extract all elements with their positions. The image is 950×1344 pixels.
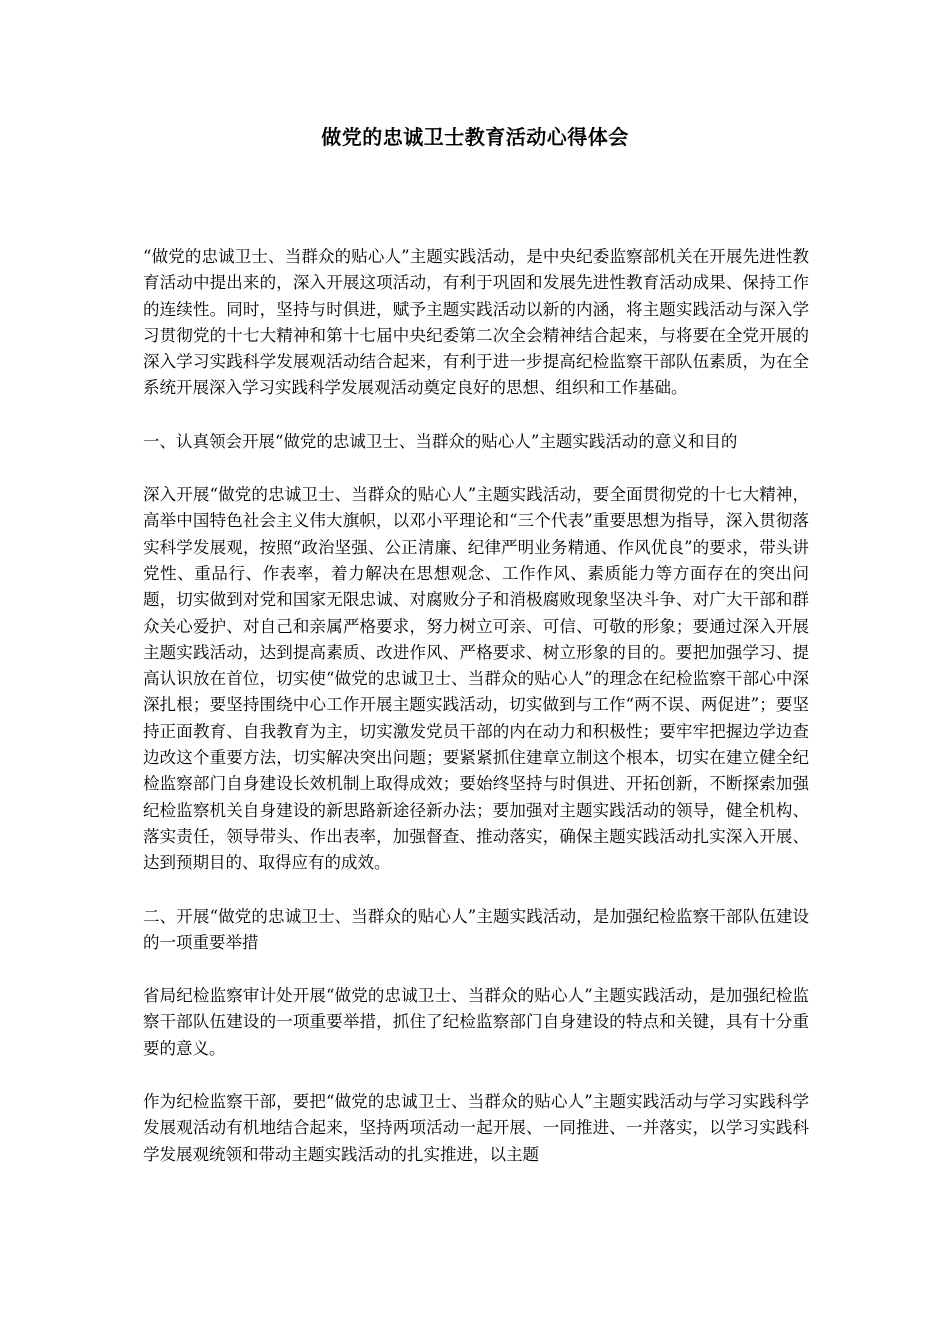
paragraph-section-2b: 作为纪检监察干部，要把“做党的忠诚卫士、当群众的贴心人”主题实践活动与学习实践科学发展观活动有机地结合起来，坚持两项活动一起开展、一同推进、一并落实，以学习实践科学发展观统领和带动主题实践活动的扎实推进，以主题: [143, 1092, 809, 1164]
document-title: 做党的忠诚卫士教育活动心得体会: [321, 125, 629, 149]
paragraph-intro: “做党的忠诚卫士、当群众的贴心人”主题实践活动，是中央纪委监察部机关在开展先进性教育活动中提出来的，深入开展这项活动，有利于巩固和发展先进性教育活动成果、保持工作的连续性。同时，坚持与时俱进，赋予主题实践活动以新的内涵，将主题实践活动与深入学习贯彻党的十七大精神和第十七届中央纪委第二次全会精神结合起来，与将要在全党开展的深入学习实践科学发展观活动结合起来，有利于进一步提高纪检监察干部队伍素质，为在全系统开展深入学习实践科学发展观活动奠定良好的思想、组织和工作基础。: [143, 247, 809, 398]
paragraph-section-2a: 省局纪检监察审计处开展“做党的忠诚卫士、当群众的贴心人”主题实践活动，是加强纪检监察干部队伍建设的一项重要举措，抓住了纪检监察部门自身建设的特点和关键，具有十分重要的意义。: [143, 986, 809, 1058]
document-body: [143, 244, 809, 1195]
paragraph-section-1: 深入开展“做党的忠诚卫士、当群众的贴心人”主题实践活动，要全面贯彻党的十七大精神，高举中国特色社会主义伟大旗帜，以邓小平理论和“三个代表”重要思想为指导，深入贯彻落实科学发展观，按照“政治坚强、公正清廉、纪律严明业务精通、作风优良”的要求，带头讲党性、重品行、作表率，着力解决在思想观念、工作作风、素质能力等方面存在的突出问题，切实做到对党和国家无限忠诚、对腐败分子和消极腐败现象坚决斗争、对广大干部和群众关心爱护、对自己和亲属严格要求，努力树立可亲、可信、可敬的形象；要通过深入开展主题实践活动，达到提高素质、改进作风、严格要求、树立形象的目的。要把加强学习、提高认识放在首位，切实使“做党的忠诚卫士、当群众的贴心人”的理念在纪检监察干部心中深深扎根；要坚持围绕中心工作开展主题实践活动，切实做到与工作“两不误、两促进”；要坚持正面教育、自我教育为主，切实激发党员干部的内在动力和积极性；要牢牢把握边学边查边改这个重要方法，切实解决突出问题；要紧紧抓住建章立制这个根本，切实在建立健全纪检监察部门自身建设长效机制上取得成效；要始终坚持与时俱进、开拓创新，不断探索加强纪检监察机关自身建设的新思路新途径新办法；要加强对主题实践活动的领导，健全机构、落实责任，领导带头、作出表率，加强督查、推动落实，确保主题实践活动扎实深入开展、达到预期目的、取得应有的成效。: [143, 485, 809, 873]
section-heading-1: 一、认真领会开展“做党的忠诚卫士、当群众的贴心人”主题实践活动的意义和目的: [143, 431, 738, 451]
section-heading-2: 二、开展“做党的忠诚卫士、当群众的贴心人”主题实践活动，是加强纪检监察干部队伍建设的一项重要举措: [143, 906, 809, 952]
